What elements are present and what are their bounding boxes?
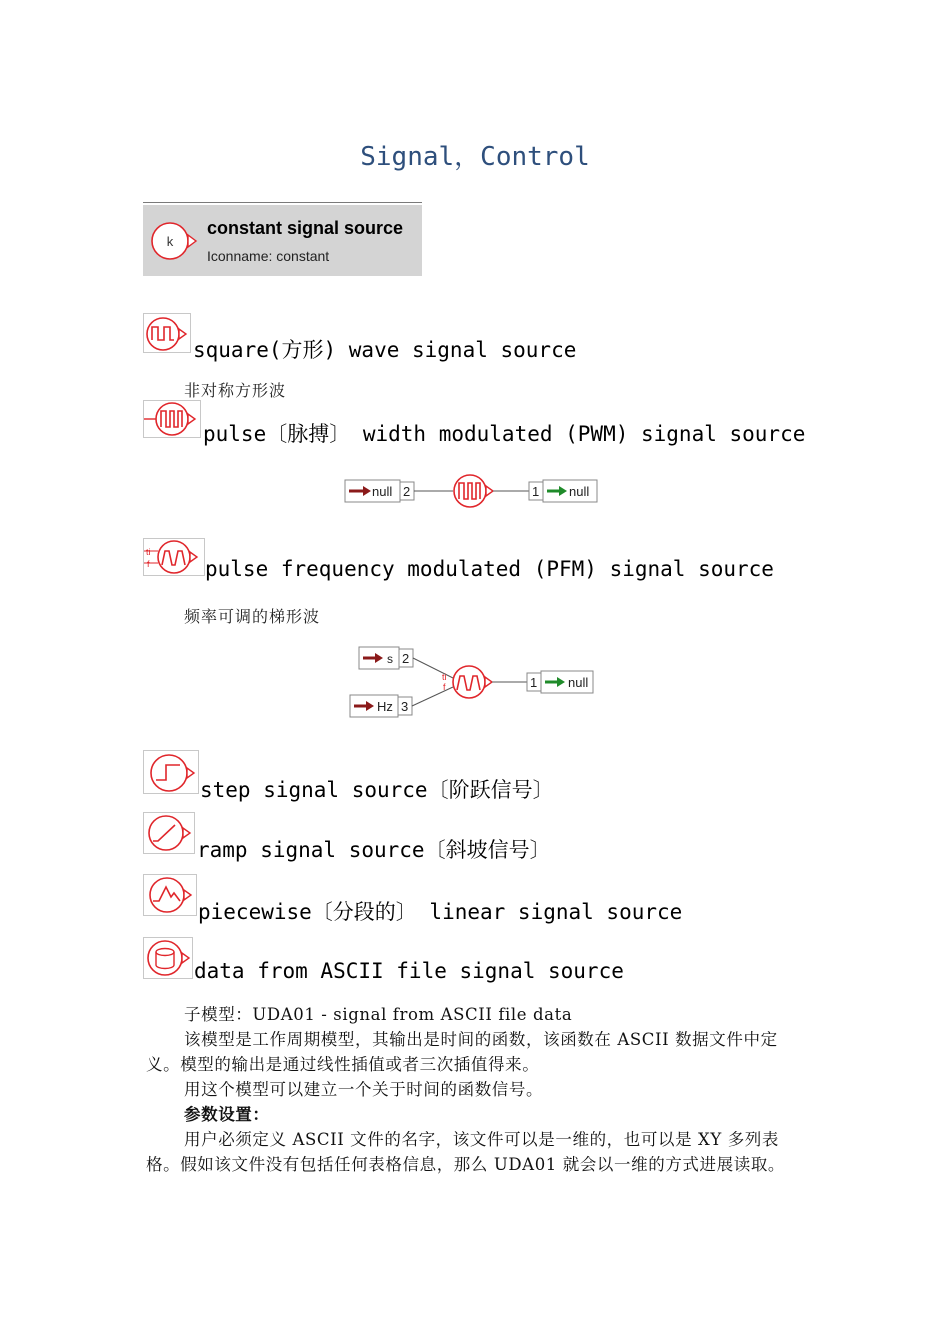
square-wave-heading: square(方形) wave signal source (193, 338, 577, 362)
piecewise-heading: piecewise〔分段的〕 linear signal source (198, 900, 683, 924)
page-title: Signal，Control (360, 142, 590, 172)
square-wave-note: 非对称方形波 (184, 381, 287, 400)
pfm-in2-label: Hz (377, 699, 393, 714)
constant-source-iconname: Iconname: constant (207, 248, 330, 264)
usage-paragraph (146, 1077, 811, 1102)
constant-source-card (143, 205, 422, 276)
ramp-icon (143, 812, 195, 854)
pwm-icon (143, 400, 201, 438)
pwm-diagram (343, 472, 601, 512)
pfm-diagram (347, 643, 599, 721)
submodel-text: 子模型：UDA01 - signal from ASCII file data (184, 1005, 573, 1024)
square-wave-icon (143, 313, 191, 353)
ascii-heading: data from ASCII file signal source (194, 959, 624, 983)
constant-icon-letter: k (166, 234, 174, 249)
piecewise-icon (143, 874, 197, 916)
submodel-line (146, 1002, 811, 1027)
svg-text:f: f (443, 682, 446, 692)
pfm-out-label: null (568, 675, 589, 690)
svg-text:f: f (147, 559, 150, 569)
pfm-in2-port: 3 (401, 699, 409, 714)
usage-text: 用这个模型可以建立一个关于时间的函数信号。 (184, 1080, 544, 1099)
svg-text:ti: ti (442, 672, 447, 682)
pfm-in1-label: s (387, 652, 393, 666)
description-text: 该模型是工作周期模型，其输出是时间的函数，该函数在 ASCII 数据文件中定义。模型的输出是通过线性插值或者三次插值得来。 (146, 1030, 778, 1074)
params-text: 用户必须定义 ASCII 文件的名字，该文件可以是一维的，也可以是 XY 多列表格。假如该文件没有包括任何表格信息，那么 UDA01 就会以一维的方式进展读取。 (146, 1130, 786, 1174)
step-heading: step signal source〔阶跃信号〕 (200, 778, 554, 802)
pfm-heading: pulse frequency modulated (PFM) signal source (205, 557, 774, 581)
pfm-out-port: 1 (530, 675, 538, 690)
ramp-heading: ramp signal source〔斜坡信号〕 (197, 838, 551, 862)
params-heading-text: 参数设置： (184, 1105, 270, 1124)
pwm-heading: pulse〔脉搏〕 width modulated (PWM) signal source (203, 422, 806, 446)
pfm-icon (143, 538, 205, 576)
ascii-file-icon (143, 937, 193, 979)
description-paragraph (146, 1027, 811, 1077)
step-icon (143, 750, 199, 794)
svg-text:ti: ti (146, 547, 151, 557)
constant-source-icon (143, 205, 203, 276)
pfm-note: 频率可调的梯形波 (184, 607, 321, 626)
pfm-in1-port: 2 (402, 651, 410, 666)
params-paragraph (146, 1127, 811, 1177)
pwm-in-port: 2 (403, 484, 411, 499)
pwm-out-label: null (569, 484, 590, 499)
pwm-in-label: null (372, 484, 393, 499)
params-heading (146, 1102, 811, 1127)
constant-source-title: constant signal source (207, 218, 404, 238)
divider (143, 202, 422, 203)
pwm-out-port: 1 (532, 484, 540, 499)
